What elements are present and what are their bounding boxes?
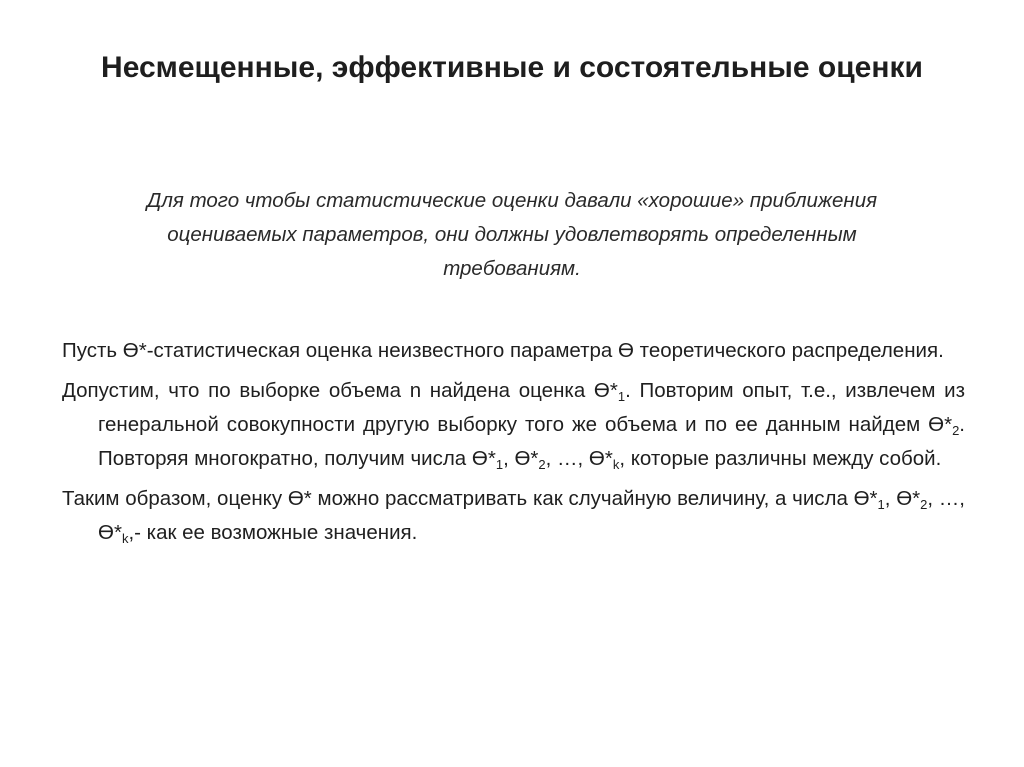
text-segment: ,- как ее возможные значения. <box>128 521 418 544</box>
subscript: 2 <box>952 423 960 438</box>
paragraph-estimate-definition: Пусть Ө*-статистическая оценка неизвестного параметра Ө теоретического распределения. <box>62 339 944 362</box>
intro-text: Для того чтобы статистические оценки давали «хорошие» приближения оцениваемых параметров, они должны удовлетворять определенным требованиям. <box>146 189 878 280</box>
text-segment: , Ө* <box>884 487 921 510</box>
slide-title: Несмещенные, эффективные и состоятельные оценки <box>101 51 923 84</box>
text-segment: . Повторяя многократно, получим числа Ө* <box>98 413 965 470</box>
text-segment: Таким образом, оценку Ө* можно рассматривать как случайную величину, а числа Ө* <box>62 487 878 510</box>
text-segment: Допустим, что по выборке объема n найдена оценка Ө* <box>62 379 618 402</box>
paragraph-repeated-sampling <box>62 374 965 476</box>
subscript: k <box>121 531 129 546</box>
subscript: 2 <box>920 497 928 512</box>
subscript: k <box>612 457 620 472</box>
subscript: 1 <box>495 457 504 472</box>
text-segment: , …, Ө* <box>545 447 613 470</box>
text-segment: . Повторим опыт, т.е., извлечем из генеральной совокупности другую выборку того же объема и по ее данным найдем Ө* <box>98 379 965 436</box>
text-segment: , Ө* <box>503 447 539 470</box>
paragraph-random-variable <box>62 482 965 550</box>
slide-body <box>62 334 965 556</box>
subscript: 1 <box>617 389 626 404</box>
subscript: 2 <box>538 457 546 472</box>
text-segment: , которые различны между собой. <box>619 447 942 470</box>
subscript: 1 <box>877 497 885 512</box>
text-segment: , …, Ө* <box>98 487 965 544</box>
